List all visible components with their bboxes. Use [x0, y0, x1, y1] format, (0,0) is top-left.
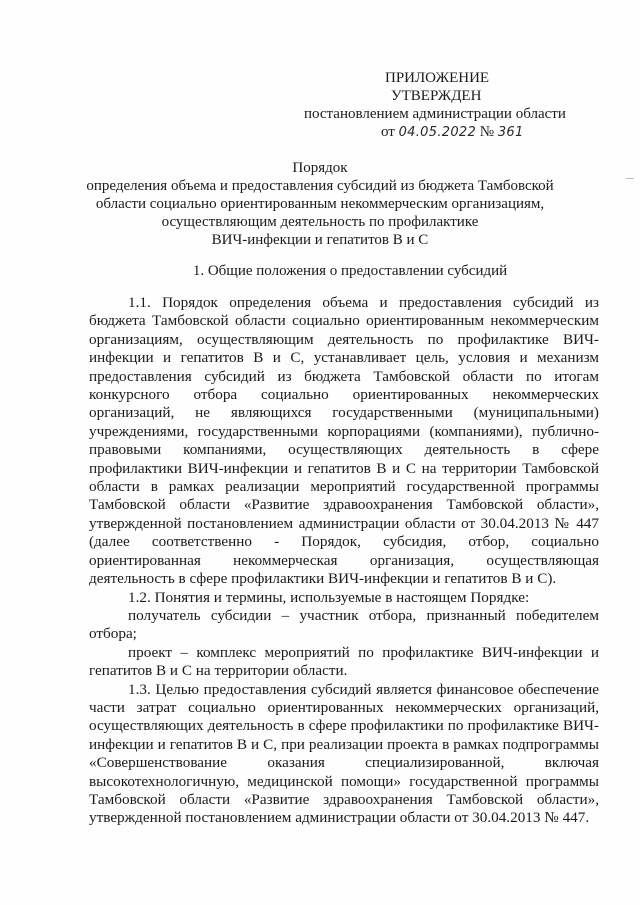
resolution-date-line — [381, 124, 524, 141]
appendix-label: ПРИЛОЖЕНИЕ — [385, 70, 490, 86]
paragraph-1-1: 1.1. Порядок определения объема и предоставления субсидий из бюджета Тамбовской области социально ориентированным некоммерческим организациям, осуществляющим деятельность по профилактике ВИЧ-инфекции и гепатитов В и С, устанавливает цель, условия и механизм предоставления субсидий из бюджета Тамбовской области по итогам конкурсного отбора социально ориентированных некоммерческих организаций, не являющихся государственными (муниципальными) учреждениями, государственными корпорациями (компаниями), публично-правовыми компаниями, осуществляющих деятельность в сфере профилактики ВИЧ-инфекции и гепатитов В и С на территории Тамбовской области в рамках реализации мероприятий государственной программы Тамбовской области «Развитие здравоохранения Тамбовской области», утвержденной постановлением администрации области от 30.04.2013 № 447 (далее соответственно - Порядок, субсидия, отбор, социально ориентированная некоммерческая организация, осуществляющая деятельность в сфере профилактики ВИЧ-инфекции и гепатитов В и С). — [89, 294, 599, 588]
handwritten-date: 04.05.2022 — [398, 125, 477, 140]
number-prefix: № — [479, 124, 495, 140]
document-subtitle-line-4: ВИЧ-инфекции и гепатитов В и С — [211, 232, 429, 248]
margin-mark — [626, 178, 634, 179]
approved-label: УТВЕРЖДЕН — [391, 88, 482, 104]
document-title: Порядок — [292, 160, 348, 176]
resolution-line: постановлением администрации области — [304, 106, 566, 122]
document-subtitle-line-1: определения объема и предоставления субсидий из бюджета Тамбовской — [86, 178, 554, 194]
document-body — [89, 294, 599, 828]
document-subtitle-line-2: области социально ориентированным некоммерческим организациям, — [95, 196, 545, 212]
paragraph-1-2-definition-project: проект – комплекс мероприятий по профилактике ВИЧ-инфекции и гепатитов В и С на территории области. — [89, 643, 599, 680]
paragraph-1-3: 1.3. Целью предоставления субсидий является финансовое обеспечение части затрат социально ориентированных некоммерческих организаций, осуществляющих деятельность в сфере профилактики по профилактике ВИЧ-инфекции и гепатитов В и С, при реализации проекта в рамках подпрограммы «Совершенствование оказания специализированной, включая высокотехнологичную, медицинской помощи» государственной программы Тамбовской области «Развитие здравоохранения Тамбовской области», утвержденной постановлением администрации области от 30.04.2013 № 447. — [89, 680, 599, 827]
document-subtitle-line-3: осуществляющим деятельность по профилактике — [161, 214, 479, 230]
paragraph-1-2-definition-recipient: получатель субсидии – участник отбора, признанный победителем отбора; — [89, 606, 599, 643]
from-prefix: от — [381, 124, 395, 140]
paragraph-1-2: 1.2. Понятия и термины, используемые в настоящем Порядке: — [128, 588, 530, 606]
section-heading: 1. Общие положения о предоставлении субсидий — [192, 263, 508, 279]
handwritten-number: 361 — [497, 125, 524, 140]
